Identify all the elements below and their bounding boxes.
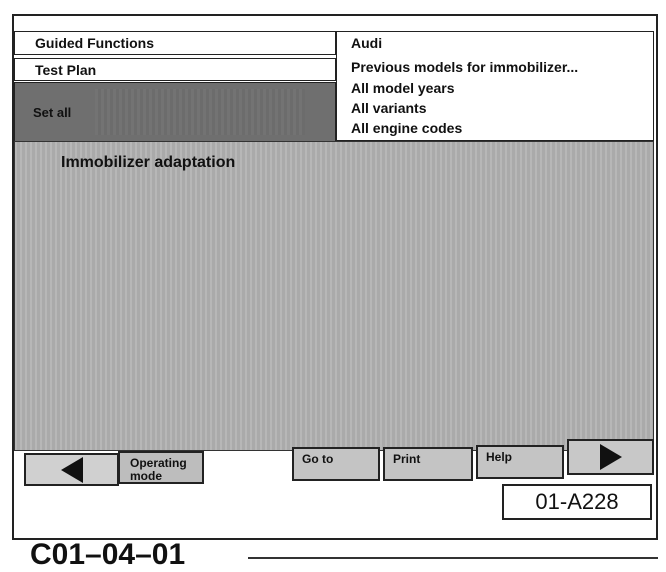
vehicle-make: Audi xyxy=(351,35,383,51)
menu-guided-functions-label: Guided Functions xyxy=(35,35,154,51)
operating-mode-label: Operating mode xyxy=(130,456,187,483)
help-label: Help xyxy=(486,450,513,464)
menu-set-all-label: Set all xyxy=(33,104,72,120)
forward-button[interactable] xyxy=(567,439,654,475)
set-all-shading xyxy=(95,89,305,135)
print-label: Print xyxy=(393,452,421,466)
vehicle-model: Previous models for immobilizer... xyxy=(351,59,579,75)
vehicle-model-years: All model years xyxy=(351,80,455,96)
figure-code: 01-A228 xyxy=(535,489,619,514)
function-menu xyxy=(14,31,336,141)
goto-button[interactable] xyxy=(292,447,380,481)
menu-test-plan[interactable] xyxy=(14,58,336,81)
left-arrow-icon xyxy=(61,457,83,483)
menu-set-all[interactable] xyxy=(14,82,336,142)
help-button[interactable] xyxy=(476,445,564,479)
figure-code-box xyxy=(502,484,652,520)
menu-test-plan-label: Test Plan xyxy=(35,61,97,78)
menu-guided-functions[interactable] xyxy=(14,31,336,55)
print-button[interactable] xyxy=(383,447,473,481)
operating-mode-button[interactable] xyxy=(118,451,204,484)
vehicle-variants: All variants xyxy=(351,100,427,116)
caption-rule xyxy=(248,557,658,559)
right-arrow-icon xyxy=(600,444,622,470)
figure-caption: C01–04–01 xyxy=(30,538,186,571)
main-content-area xyxy=(14,141,654,451)
page-title: Immobilizer adaptation xyxy=(61,154,236,171)
vehicle-engine-codes: All engine codes xyxy=(351,120,463,136)
back-button[interactable] xyxy=(24,453,119,486)
vehicle-info-panel xyxy=(336,31,654,141)
goto-label: Go to xyxy=(302,452,334,466)
bottom-toolbar xyxy=(14,451,654,485)
